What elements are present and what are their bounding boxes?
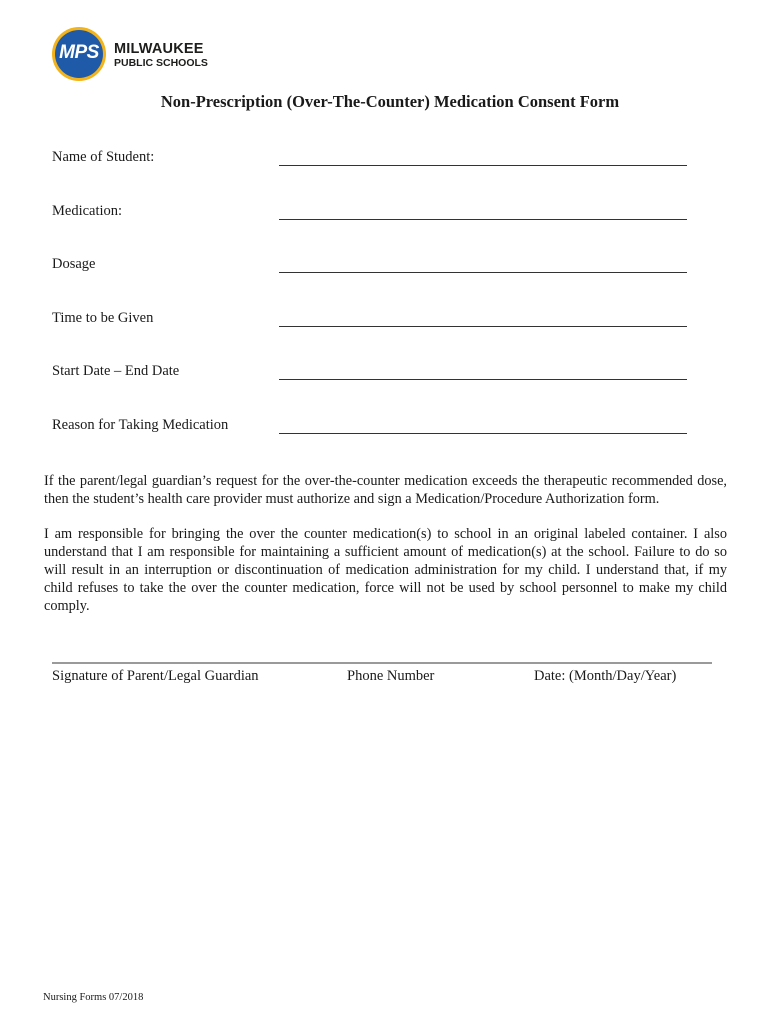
reason-input-line[interactable]	[279, 433, 687, 434]
time-given-input-line[interactable]	[279, 326, 687, 327]
signature-label: Signature of Parent/Legal Guardian	[52, 668, 259, 684]
field-reason	[52, 414, 692, 434]
logo-district-name: MILWAUKEE	[114, 41, 204, 57]
responsibility-paragraph: I am responsible for bringing the over the counter medication(s) to school in an original labeled container. I also understand that I am responsible for maintaining a sufficient amount of medication(s) at the school. Failure to do so will result in an interruption or discontinuation of medication administration for my child. I understand that, if my child refuses to take the over the counter medication, force will not be used by school personnel to make my child comply.	[44, 526, 727, 614]
field-start-end-date	[52, 360, 692, 380]
field-label: Dosage	[52, 256, 96, 272]
dose-authorization-paragraph: If the parent/legal guardian’s request for the over-the-counter medication exceeds the therapeutic recommended dose, then the student’s health care provider must authorize and sign a Medication/Procedure Authorization form.	[44, 473, 727, 507]
field-medication	[52, 200, 692, 220]
field-label: Medication:	[52, 203, 123, 219]
signature-line[interactable]	[52, 662, 712, 664]
field-dosage	[52, 253, 692, 273]
field-student-name	[52, 146, 692, 166]
date-label: Date: (Month/Day/Year)	[534, 668, 677, 684]
medication-input-line[interactable]	[279, 219, 687, 220]
logo-mark-text: MPS	[59, 42, 99, 63]
mps-logo	[52, 27, 212, 83]
field-time-given	[52, 307, 692, 327]
footer-note: Nursing Forms 07/2018	[43, 992, 144, 1003]
start-end-date-input-line[interactable]	[279, 379, 687, 380]
student-name-input-line[interactable]	[279, 165, 687, 166]
field-label: Start Date – End Date	[52, 363, 180, 379]
field-label: Time to be Given	[52, 310, 154, 326]
field-label: Reason for Taking Medication	[52, 417, 229, 433]
dosage-input-line[interactable]	[279, 272, 687, 273]
logo-district-subtitle: PUBLIC SCHOOLS	[114, 57, 208, 69]
form-title: Non-Prescription (Over-The-Counter) Medication Consent Form	[160, 92, 620, 111]
field-label: Name of Student:	[52, 149, 155, 165]
phone-label: Phone Number	[347, 668, 435, 684]
